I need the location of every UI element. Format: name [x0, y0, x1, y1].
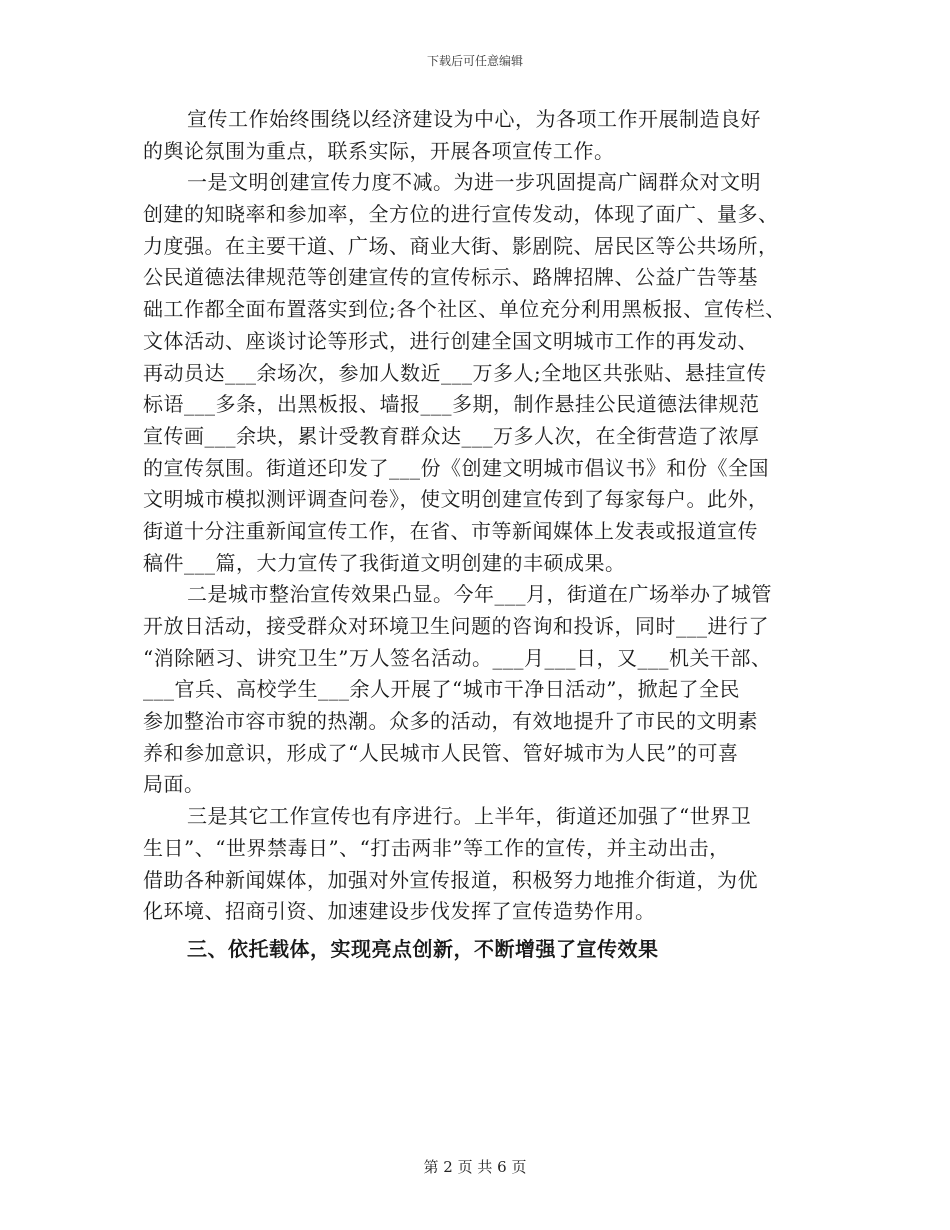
- paragraph-line: 稿件___篇，大力宣传了我街道文明创建的丰硕成果。: [143, 550, 626, 575]
- paragraph-line: 化环境、招商引资、加速建设步伐发挥了宣传造势作用。: [143, 899, 656, 924]
- page-header: 下载后可任意编辑: [426, 54, 523, 68]
- paragraph-line: 文体活动、座谈讨论等形式，进行创建全国文明城市工作的再发动、: [143, 328, 758, 353]
- paragraph-line: 再动员达___余场次，参加人数近___万多人;全地区共张贴、悬挂宣传: [143, 360, 767, 385]
- paragraph-line: 文明城市模拟测评调查问卷》，使文明创建宣传到了每家每户。此外，: [143, 487, 769, 512]
- paragraph-line: 养和参加意识，形成了“人民城市人民管、管好城市为人民”的可喜: [143, 740, 739, 765]
- paragraph-line: 借助各种新闻媒体，加强对外宣传报道，积极努力地推介街道，为优: [143, 867, 758, 892]
- document-body: [143, 104, 809, 966]
- paragraph-line: 开放日活动，接受群众对环境卫生问题的咨询和投诉，同时___进行了: [143, 614, 769, 638]
- paragraph-line: 三是其它工作宣传也有序进行。上半年，街道还加强了“世界卫: [187, 804, 752, 829]
- paragraph-line: 的舆论氛围为重点，联系实际，开展各项宣传工作。: [143, 138, 615, 163]
- paragraph-line: 局面。: [143, 772, 205, 797]
- paragraph-line: 参加整治市容市貌的热潮。众多的活动，有效地提升了市民的文明素: [143, 709, 758, 734]
- paragraph-line: 生日”、“世界禁毒日”、“打击两非”等工作的宣传，并主动出击，: [143, 835, 730, 860]
- paragraph-line: 二是城市整治宣传效果凸显。今年___月，街道在广场举办了城管: [187, 582, 772, 607]
- paragraph-line: ___官兵、高校学生___余人开展了“城市干净日活动”，掀起了全民: [143, 677, 740, 702]
- paragraph-line: “消除陋习、讲究卫生”万人签名活动。___月___日，又___机关干部、: [143, 645, 772, 670]
- paragraph-line: 标语___多条，出黑板报、墙报___多期，制作悬挂公民道德法律规范: [143, 392, 760, 417]
- page-footer: 第 2 页 共 6 页: [423, 1158, 527, 1176]
- section-heading: 三、依托载体，实现亮点创新，不断增强了宣传效果: [187, 936, 659, 961]
- paragraph-line: 创建的知晓率和参加率，全方位的进行宣传发动，体现了面广、量多、: [143, 202, 779, 227]
- paragraph-line: 宣传工作始终围绕以经济建设为中心，为各项工作开展制造良好: [187, 107, 761, 131]
- paragraph-line: 街道十分注重新闻宣传工作，在省、市等新闻媒体上发表或报道宣传: [143, 518, 758, 543]
- paragraph-line: 的宣传氛围。街道还印发了___份《创建文明城市倡议书》和份《全国: [143, 455, 769, 480]
- paragraph-line: 公民道德法律规范等创建宣传的宣传标示、路牌招牌、公益广告等基: [143, 265, 758, 290]
- paragraph-line: 础工作都全面布置落实到位;各个社区、单位充分利用黑板报、宣传栏、: [143, 297, 786, 322]
- paragraph-line: 一是文明创建宣传力度不减。为进一步巩固提高广阔群众对文明: [187, 170, 761, 195]
- paragraph-line: 宣传画___余块，累计受教育群众达___万多人次，在全街营造了浓厚: [143, 423, 760, 448]
- paragraph-line: 力度强。在主要干道、广场、商业大街、影剧院、居民区等公共场所，: [143, 233, 779, 258]
